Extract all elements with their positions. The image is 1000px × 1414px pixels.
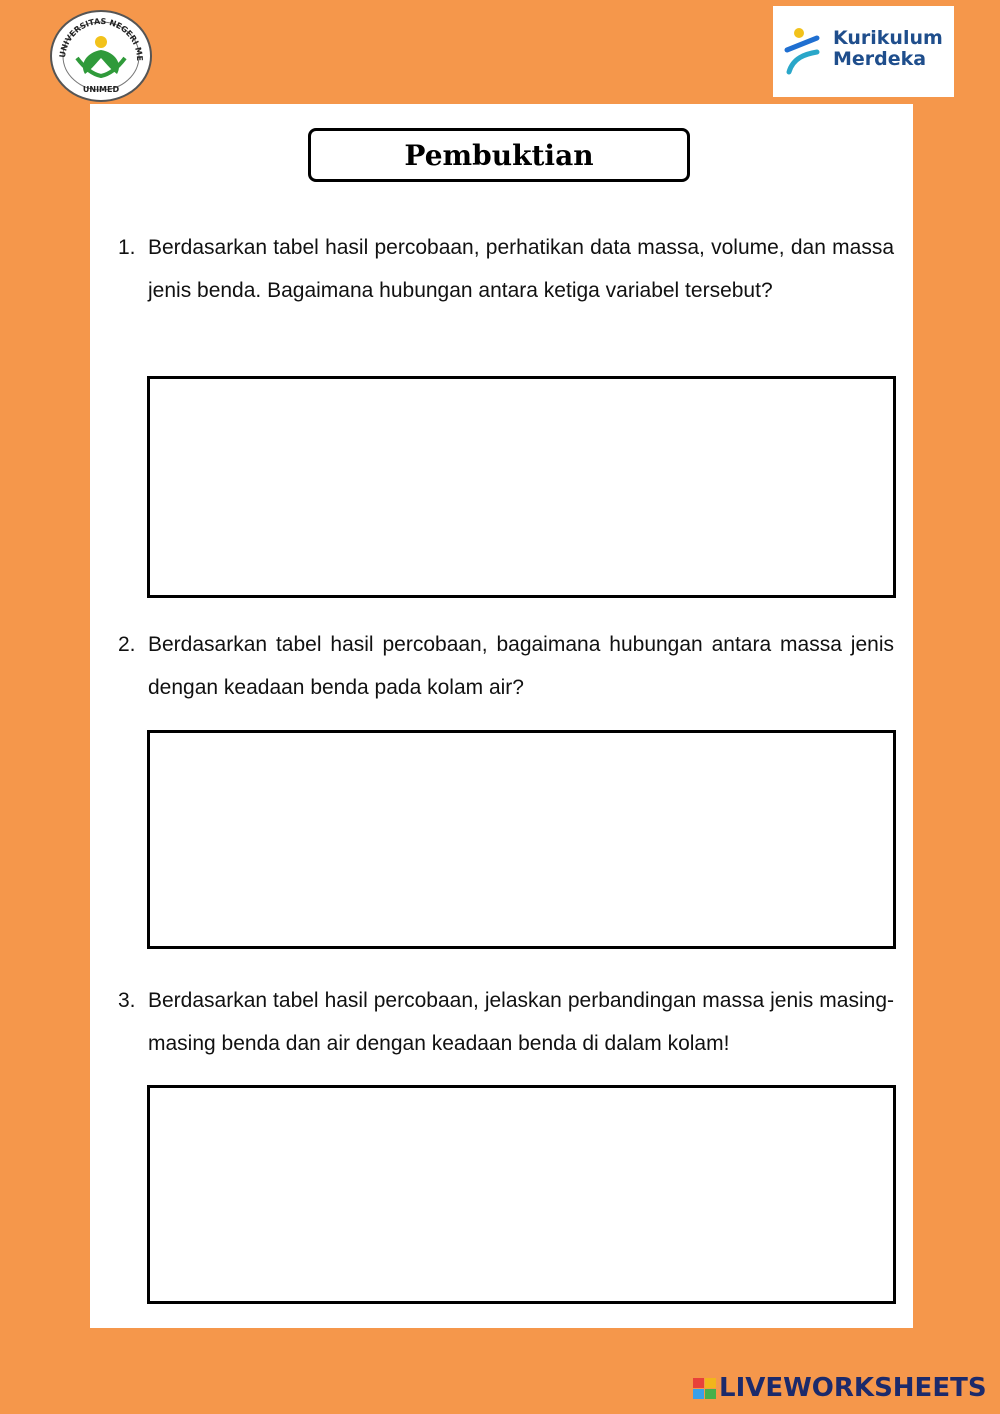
worksheet-sheet	[90, 104, 913, 1328]
km-line1: Kurikulum	[833, 27, 943, 49]
kurikulum-merdeka-wordmark	[833, 28, 943, 70]
answer-box-3[interactable]	[147, 1085, 896, 1304]
question-text: Berdasarkan tabel hasil percobaan, bagaimana hubungan antara massa jenis dengan keadaan benda pada kolam air?	[148, 633, 894, 699]
seal-ring-text: UNIVERSITAS NEGERI ME	[57, 16, 145, 62]
question-number: 2.	[118, 633, 136, 656]
question-number: 3.	[118, 989, 136, 1012]
answer-box-1[interactable]	[147, 376, 896, 598]
question-1	[118, 226, 894, 312]
kurikulum-merdeka-mark-icon	[783, 24, 823, 80]
liveworksheets-logo-icon	[693, 1378, 717, 1400]
question-2	[118, 623, 894, 709]
university-logo	[47, 8, 155, 104]
seal-short-text: UNIMED	[82, 85, 120, 94]
unimed-seal-icon	[47, 8, 155, 104]
page-title: Pembuktian	[404, 138, 594, 172]
km-line2: Merdeka	[833, 48, 927, 70]
title-box	[308, 128, 690, 182]
question-text: Berdasarkan tabel hasil percobaan, jelaskan perbandingan massa jenis masing-masing benda dan air dengan keadaan benda di dalam kolam!	[148, 989, 894, 1055]
answer-box-2[interactable]	[147, 730, 896, 949]
question-text: Berdasarkan tabel hasil percobaan, perhatikan data massa, volume, dan massa jenis benda. Bagaimana hubungan antara ketiga variabel tersebut?	[148, 236, 894, 302]
question-3	[118, 979, 894, 1065]
kurikulum-merdeka-logo	[773, 6, 954, 97]
liveworksheets-brand[interactable]: LIVEWORKSHEETS	[719, 1373, 987, 1403]
question-number: 1.	[118, 236, 136, 259]
